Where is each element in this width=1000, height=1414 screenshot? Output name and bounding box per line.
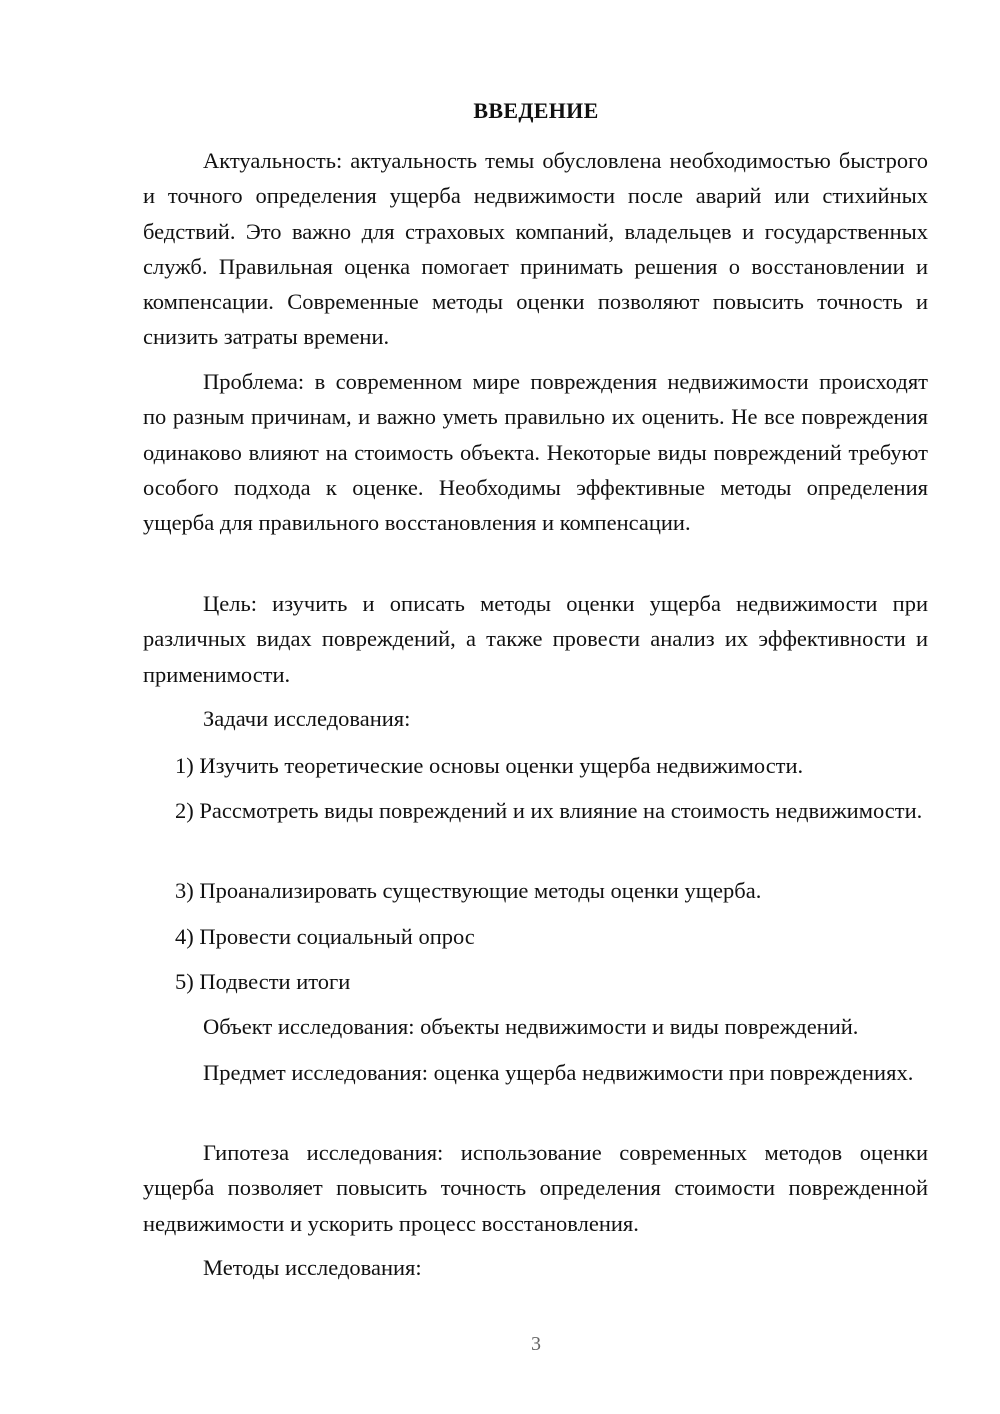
list-item-task-5: 5) Подвести итоги: [175, 969, 351, 994]
list-item-task-1: 1) Изучить теоретические основы оценки ущерба недвижимости.: [175, 753, 804, 778]
paragraph-hypothesis: Гипотеза исследования: использование современных методов оценки ущерба позволяет повысить точность определения стоимости поврежденной недвижимости и ускорить процесс восстановления.: [143, 1140, 928, 1236]
paragraph-problem: Проблема: в современном мире повреждения недвижимости происходят по разным причинам, и важно уметь правильно их оценить. Не все повреждения одинаково влияют на стоимость объекта. Некоторые виды повреждений требуют особого подхода к оценке. Необходимы эффективные методы определения ущерба для правильного восстановления и компенсации.: [143, 369, 928, 536]
list-item-task-2: 2) Рассмотреть виды повреждений и их влияние на стоимость недвижимости.: [175, 798, 923, 823]
list-item-task-3: 3) Проанализировать существующие методы оценки ущерба.: [175, 878, 762, 903]
paragraph-methods-title: Методы исследования:: [203, 1255, 422, 1280]
paragraph-relevance: Актуальность: актуальность темы обусловлена необходимостью быстрого и точного определения ущерба недвижимости после аварий или стихийных бедствий. Это важно для страховых компаний, владельцев и государственных служб. Правильная оценка помогает принимать решения о восстановлении и компенсации. Современные методы оценки позволяют повысить точность и снизить затраты времени.: [143, 148, 928, 350]
paragraph-subject: Предмет исследования: оценка ущерба недвижимости при повреждениях.: [203, 1060, 914, 1085]
paragraph-object: Объект исследования: объекты недвижимости и виды повреждений.: [203, 1014, 859, 1039]
section-heading: ВВЕДЕНИЕ: [473, 98, 599, 123]
list-item-task-4: 4) Провести социальный опрос: [175, 924, 475, 949]
page-number: 3: [531, 1333, 541, 1355]
paragraph-goal: Цель: изучить и описать методы оценки ущерба недвижимости при различных видах повреждений, а также провести анализ их эффективности и применимости.: [143, 591, 928, 687]
paragraph-tasks-title: Задачи исследования:: [203, 706, 411, 731]
